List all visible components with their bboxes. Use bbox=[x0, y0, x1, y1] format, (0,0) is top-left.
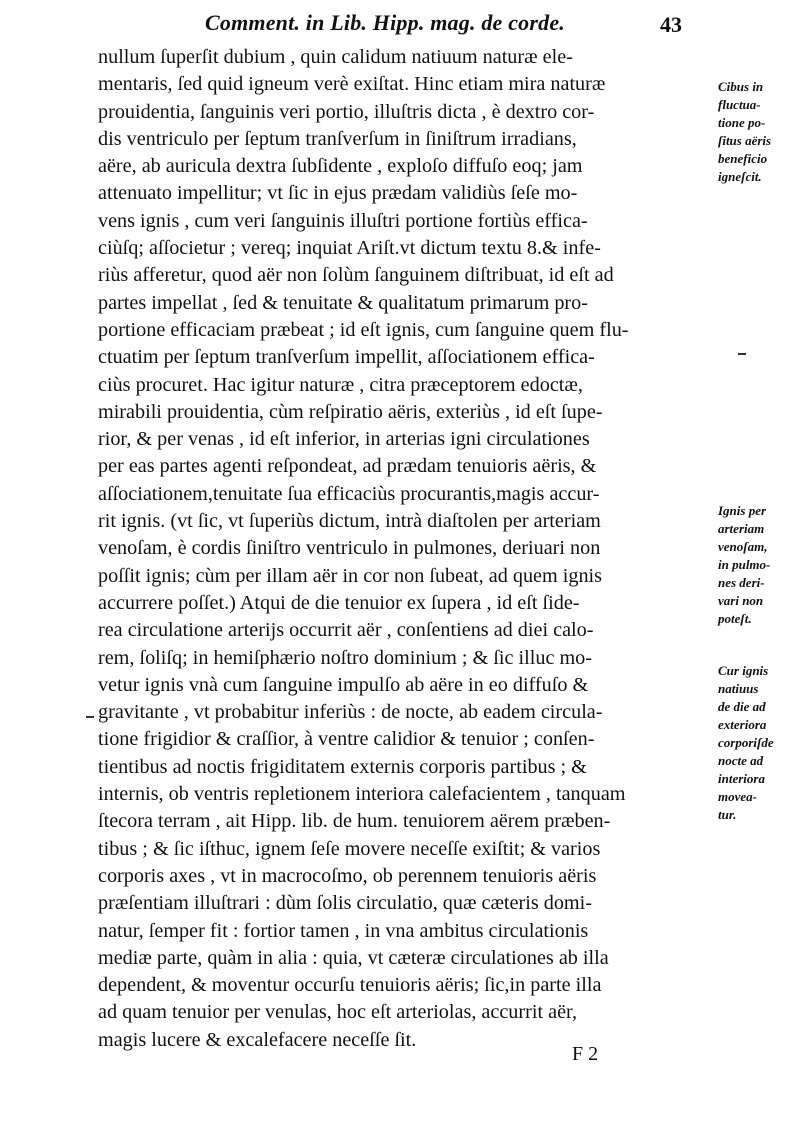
text-line: rem, ſoliſq; in hemiſphærio noſtro dominium ; & ſic illuc mo- bbox=[98, 646, 592, 669]
marginal-note-line: poteſt. bbox=[718, 611, 752, 626]
text-line: tibus ; & ſic iſthuc, ignem ſeſe movere neceſſe exiſtit; & varios bbox=[98, 837, 601, 860]
marginal-note-line: fluctua- bbox=[718, 97, 761, 112]
text-line: mentaris, ſed quid igneum verè exiſtat. Hinc etiam mira naturæ bbox=[98, 73, 606, 96]
marginal-note-line: nes deri- bbox=[718, 575, 765, 590]
text-line: prouidentia, ſanguinis veri portio, illuſtris dicta , è dextro cor- bbox=[98, 100, 595, 123]
text-line: ſtecora terram , ait Hipp. lib. de hum. tenuiorem aërem præben- bbox=[98, 810, 611, 833]
text-line: dis ventriculo per ſeptum tranſverſum in ſiniſtrum irradians, bbox=[98, 127, 577, 150]
marginal-note-line: movea- bbox=[718, 789, 757, 804]
text-line: præſentiam illuſtrari : dùm ſolis circulatio, quæ cæteris domi- bbox=[98, 892, 592, 915]
signature-mark: F 2 bbox=[572, 1043, 599, 1065]
marginal-note-line: corporiſde bbox=[718, 735, 774, 750]
marginal-note-line: natiuus bbox=[718, 681, 759, 696]
marginal-note-line: tione po- bbox=[718, 115, 766, 130]
text-line: natur, ſemper fit : fortior tamen , in vna ambitus circulationis bbox=[98, 919, 589, 942]
text-line: corporis axes , vt in macrocoſmo, ob perennem tenuioris aëris bbox=[98, 864, 597, 887]
text-line: rea circulatione arterijs occurrit aër , conſentiens ad diei calo- bbox=[98, 619, 594, 642]
text-line: aſſociationem,tenuitate ſua efficaciùs procurantis,magis accur- bbox=[98, 482, 600, 505]
text-line: gravitante , vt probabitur inferiùs : de nocte, ab eadem circula- bbox=[98, 701, 603, 724]
text-line: riùs afferetur, quod aër non ſolùm ſanguinem diſtribuat, id eſt ad bbox=[98, 264, 614, 287]
margin-dash-mark-left bbox=[86, 716, 94, 718]
text-line: internis, ob ventris repletionem interiora calefacientem , tanquam bbox=[98, 783, 626, 806]
text-line: aëre, ab auricula dextra ſubſidente , exploſo diffuſo eoq; jam bbox=[98, 155, 583, 178]
marginal-note-line: Ignis per bbox=[718, 503, 767, 518]
text-line: partes impellat , ſed & tenuitate & qualitatum primarum pro- bbox=[98, 291, 588, 314]
running-title: Comment. in Lib. Hipp. mag. de corde. bbox=[205, 10, 566, 35]
marginal-note bbox=[718, 78, 771, 186]
marginal-note-line: ſitus aëris bbox=[718, 133, 772, 148]
main-text-block bbox=[98, 44, 718, 1054]
text-line: mediæ parte, quàm in alia : quia, vt cæteræ circulationes ab illa bbox=[98, 946, 609, 969]
text-line: dependent, & moventur occurſu tenuioris aëris; ſic,in parte illa bbox=[98, 974, 602, 997]
marginal-note-line: Cur ignis bbox=[718, 663, 769, 678]
text-line: venoſam, è cordis ſiniſtro ventriculo in pulmones, deriuari non bbox=[98, 537, 601, 560]
marginal-note bbox=[718, 662, 774, 824]
marginal-note-line: in pulmo- bbox=[718, 557, 771, 572]
marginal-note-line: venoſam, bbox=[718, 539, 768, 554]
text-line: ctuatim per ſeptum tranſverſum impellit, aſſociationem effica- bbox=[98, 346, 595, 369]
text-line: attenuato impellitur; vt ſic in ejus prædam validiùs ſeſe mo- bbox=[98, 182, 578, 205]
text-line: rior, & per venas , id eſt inferior, in arterias igni circulationes bbox=[98, 428, 590, 451]
marginal-note-line: nocte ad bbox=[718, 753, 764, 768]
marginal-note-line: igneſcit. bbox=[718, 169, 762, 184]
marginal-note-line: arteriam bbox=[718, 521, 765, 536]
text-line: ad quam tenuior per venulas, hoc eſt arteriolas, accurrit aër, bbox=[98, 1001, 577, 1024]
text-line: nullum ſuperſit dubium , quin calidum natiuum naturæ ele- bbox=[98, 46, 573, 68]
text-line: ciùſq; aſſocietur ; vereq; inquiat Ariſt.vt dictum textu 8.& infe- bbox=[98, 237, 601, 260]
text-line: vens ignis , cum veri ſanguinis illuſtri portione fortiùs effica- bbox=[98, 209, 588, 232]
text-line: tientibus ad noctis frigiditatem externis corporis partibus ; & bbox=[98, 755, 587, 778]
text-line: accurrere poſſet.) Atqui de die tenuior ex ſupera , id eſt ſide- bbox=[98, 591, 580, 614]
marginal-note-line: Cibus in bbox=[718, 79, 764, 94]
text-line: per eas partes agenti reſpondeat, ad prædam tenuioris aëris, & bbox=[98, 455, 597, 478]
text-line: mirabili prouidentia, cùm reſpiratio aëris, exteriùs , id eſt ſupe- bbox=[98, 400, 603, 423]
text-line: ciùs procuret. Hac igitur naturæ , citra præceptorem edoctæ, bbox=[98, 373, 583, 396]
text-line: portione efficaciam præbeat ; id eſt ignis, cum ſanguine quem flu- bbox=[98, 318, 629, 341]
text-line: magis lucere & excalefacere neceſſe ſit. bbox=[98, 1028, 417, 1051]
marginal-note bbox=[718, 502, 770, 628]
text-line: vetur ignis vnà cum ſanguine impulſo ab aëre in eo diffuſo & bbox=[98, 673, 589, 696]
marginal-note-line: vari non bbox=[718, 593, 764, 608]
marginal-note-line: tur. bbox=[718, 807, 737, 822]
marginal-note-line: beneficio bbox=[718, 151, 768, 166]
margin-dash-mark bbox=[738, 353, 746, 355]
marginal-note-line: exteriora bbox=[718, 717, 767, 732]
text-line: rit ignis. (vt ſic, vt ſuperiùs dictum, intrà diaſtolen per arteriam bbox=[98, 510, 601, 533]
text-line: tione frigidior & craſſior, à ventre calidior & tenuior ; conſen- bbox=[98, 728, 595, 751]
text-line: poſſit ignis; cùm per illam aër in cor non ſubeat, ad quem ignis bbox=[98, 564, 603, 587]
marginal-note-line: de die ad bbox=[718, 699, 766, 714]
page-number: 43 bbox=[660, 12, 682, 37]
marginal-note-line: interiora bbox=[718, 771, 765, 786]
